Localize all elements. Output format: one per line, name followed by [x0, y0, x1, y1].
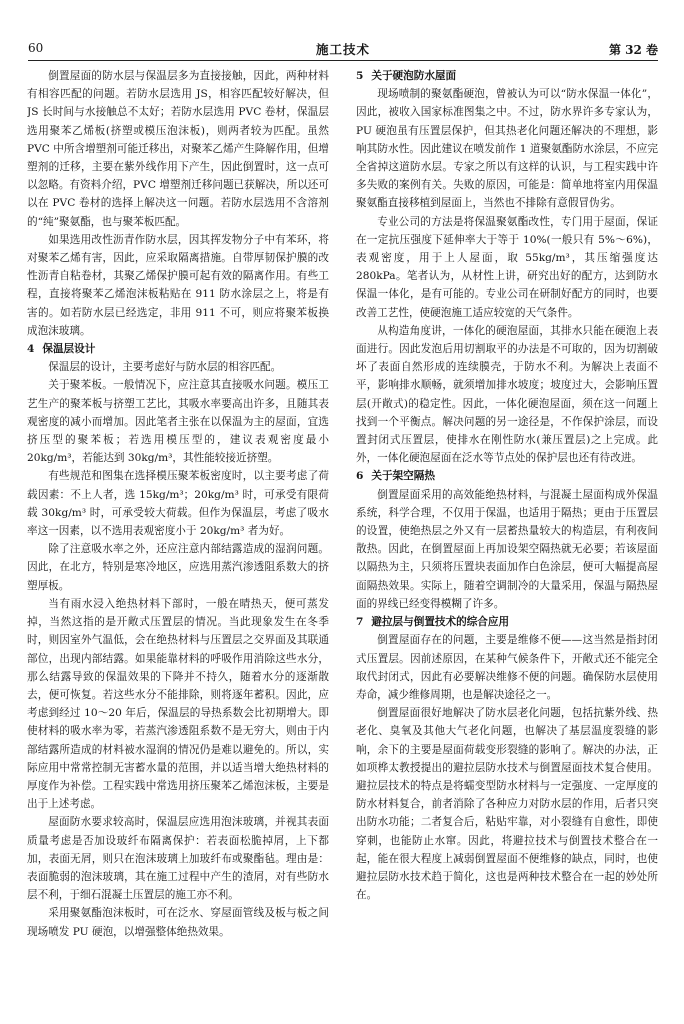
left-column — [27, 67, 329, 1017]
section-title: 关于硬泡防水屋面 — [371, 70, 457, 82]
left-paragraph: 屋面防水要求较高时，保温层应选用泡沫玻璃，并视其表面质量考虑是否加设玻纤布隔离保护：若表面松脆掉屑，上下都加，表面无屑，则只在泡沫玻璃上加玻纤布或聚酯毡。理由是：表面脆弱的泡沫玻璃，其在施工过程中产生的渣屑，对有些防水层不利，于细石混凝土压置层的施工亦不利。 — [27, 816, 329, 902]
right-section-heading — [356, 613, 658, 631]
running-header — [28, 38, 658, 61]
right-column — [356, 67, 658, 1017]
right-paragraph: 倒置屋面很好地解决了防水层老化问题，包括抗紫外线、热老化、臭氧及其他大气老化问题，也解决了基层温度裂缝的影响，余下的主要是屋面荷载变形裂缝的影响了。解决的办法，正如项桦太教授提出的避拉层防水技术与倒置屋面技术复合使用。避拉层技术的特点是将蠕变型防水材料与一定强度、一定厚度的防水材料复合，前者消除了各种应力对防水层的作用，后者只突出防水功能；二者复合后，粘贴牢靠，对小裂缝有自愈性，即使穿刺，也能防止水窜。因此，将避拉技术与倒置技术整合在一起，能在很大程度上减弱倒置屋面不便维修的缺点，同时，也使避拉层防水技术趋于简化，这也是两种技术整合在一起的妙处所在。 — [356, 707, 658, 902]
section-title: 保温层设计 — [42, 343, 96, 356]
section-number: 7 — [356, 616, 364, 629]
section-title: 避拉层与倒置技术的综合应用 — [371, 616, 510, 629]
right-paragraph: 倒置屋面存在的问题，主要是维修不便——这当然是指封闭式压置层。因前述原因，在某种气候条件下，开敞式还不能完全取代封闭式，因此有必要解决维修不便的问题。确保防水层使用寿命，减少维修周期，也是解决途径之一。 — [356, 634, 658, 701]
page-number: 60 — [28, 41, 44, 55]
volume-label: 第 32 卷 — [608, 43, 658, 57]
left-paragraph: 采用聚氨酯泡沫板时，可在泛水、穿屋面管线及板与板之间现场喷发 PU 硬泡，以增强整体绝热效果。 — [27, 907, 329, 938]
right-paragraph: 倒置屋面采用的高效能绝热材料，与混凝土屋面构成外保温系统，科学合理，不仅用于保温，也适用于隔热；更由于压置层的设置，使绝热层之外又有一层蓄热量较大的构造层，有利夜间散热。因此，在倒置屋面上再加设架空隔热就无必要；若该屋面以隔热为主，只须将压置块表面加作白色涂层，便可大幅提高屋面隔热效果。实际上，随着空调制冷的大量采用，保温与隔热屋面的界线已经变得模糊了许多。 — [356, 488, 658, 610]
right-section-heading — [356, 67, 658, 85]
section-number: 5 — [356, 70, 364, 82]
right-paragraph: 现场喷制的聚氨酯硬泡，曾被认为可以“防水保温一体化”，因此，被收入国家标准图集之中。不过，防水界许多专家认为，PU 硬泡虽有压置层保护，但其热老化问题还解决的不理想，影响其防水性。因此建议在喷发前作 1 道聚氨酯防水涂层，不应完全省掉这道防水层。专家之所以有这样的认识，与工程实践中许多失败的案例有关。失败的原因，可能是：简单地将室内用保温聚氨酯直接移植到屋面上，当然也不排除有意假冒伪劣。 — [356, 88, 658, 210]
right-paragraph: 专业公司的方法是将保温聚氨酯改性，专门用于屋面，保证在一定抗压强度下延伸率大于等于 10%(一般只有 5%～6%)，表观密度，用于上人屋面，取 55kg/m³，其压缩强度达 280kPa。笔者认为，从材性上讲，研究出好的配方，达到防水保温一体化，是有可能的。专业公司在研制好配方的同时，也要改善工艺性，使硬泡施工适应较宽的天气条件。 — [356, 215, 658, 319]
right-section-heading — [356, 467, 658, 485]
section-number: 6 — [356, 470, 364, 483]
left-paragraph: 除了注意吸水率之外，还应注意内部结露造成的湿润问题。因此，在北方，特别是寒冷地区，应选用蒸汽渗透阻系数大的挤塑厚板。 — [27, 543, 329, 592]
section-title: 关于架空隔热 — [371, 470, 435, 483]
left-paragraph: 保温层的设计，主要考虑好与防水层的相容匹配。 — [48, 361, 282, 374]
journal-title: 施工技术 — [315, 42, 370, 57]
left-paragraph: 如果选用改性沥青作防水层，因其挥发物分子中有苯环，将对聚苯乙烯有害，因此，应采取隔离措施。自带厚韧保护膜的改性沥青自粘卷材，其聚乙烯保护膜可起有效的隔离作用。有些工程，直接将聚苯乙烯泡沫板粘贴在 911 防水涂层之上，将是有害的。如若防水层已经选定，非用 911 不可，则应将聚苯板换成泡沫玻璃。 — [27, 233, 329, 337]
left-paragraph: 当有雨水浸入绝热材料下部时，一般在晴热天，便可蒸发掉，当然这指的是开敞式压置层的情况。当此现象发生在冬季时，则因室外气温低，会在绝热材料与压置层之交界面及其联通部位，出现内部结露。如果能靠材料的呼吸作用消除这些水分，那么结露导致的保温效果的下降并不持久，随着水分的逐渐散去，便可恢复。若这些水分不能排除，则将逐年蓄积。因此，应考虑到经过 10～20 年后，保温层的导热系数会比初期增大。即使材料的吸水率为零，若蒸汽渗透阻系数不是无穷大，则由于内部结露所造成的材料被水湿润的情况仍是难以避免的。所以，实际应用中常常控制无害蓄水量的范围，并以适当增大绝热材料的厚度作为补偿。工程实践中常选用挤压聚苯乙烯泡沫板，主要是出于上述考虑。 — [27, 597, 329, 811]
left-paragraph: 有些规范和图集在选择模压聚苯板密度时，以主要考虑了荷载因素：不上人者，选 15kg/m³；20kg/m³ 时，可承受有限荷载 30kg/m³ 时，可承受较大荷载。但作为保温层，考虑了吸水率这一因素，以不选用表观密度小于 20kg/m³ 者为好。 — [27, 470, 329, 538]
left-paragraph: 倒置屋面的防水层与保温层多为直接接触，因此，两种材料有相容匹配的问题。若防水层选用 JS，相容匹配较好解决，但 JS 长时间与水接触总不太好；若防水层选用 PVC 卷材，保温层选用聚苯乙烯板(挤塑或模压泡沫板)，则两者较为匹配。虽然 PVC 中所含增塑剂可能迁移出，对聚苯乙烯产生降解作用，但增塑剂的迁移，主要在紫外线作用下产生，因此倒置时，这一点可以忽略。有资料介绍，PVC 增塑剂迁移问题已获解决，所以还可以在 PVC 卷材的选择上解决这一问题。若防水层选用不含溶剂的“纯”聚氨酯，也与聚苯板匹配。 — [27, 70, 329, 228]
left-section-heading — [27, 340, 329, 358]
right-paragraph: 从构造角度讲，一体化的硬泡屋面，其排水只能在硬泡上表面进行。因此发泡后用切割取平的办法是不可取的，因为切割破坏了表面自然形成的连续膜壳，于防水不利。为解决上表面不平，影响排水顺畅，就须增加排水坡度；坡度过大，会影响压置层(开敞式)的稳定性。因此，一体化硬泡屋面，须在这一问题上找到一个平衡点。解决问题的另一途径是，不作保护涂层，而设置封闭式压置层，使排水在刚性防水(兼压置层)之上完成。此外，一体化硬泡屋面在泛水等节点处的保护层也还有待改进。 — [356, 324, 658, 465]
section-number: 4 — [27, 343, 35, 356]
left-paragraph: 关于聚苯板。一般情况下，应注意其直接吸水问题。模压工艺生产的聚苯板与挤塑工艺比，其吸水率要高出许多，且随其表观密度的减小而增加。因此笔者主张在以保温为主的屋面，宜选挤压型的聚苯板；若选用模压型的，建议表观密度最小 20kg/m³，若能达到 30kg/m³，其性能较接近挤塑。 — [27, 379, 329, 465]
